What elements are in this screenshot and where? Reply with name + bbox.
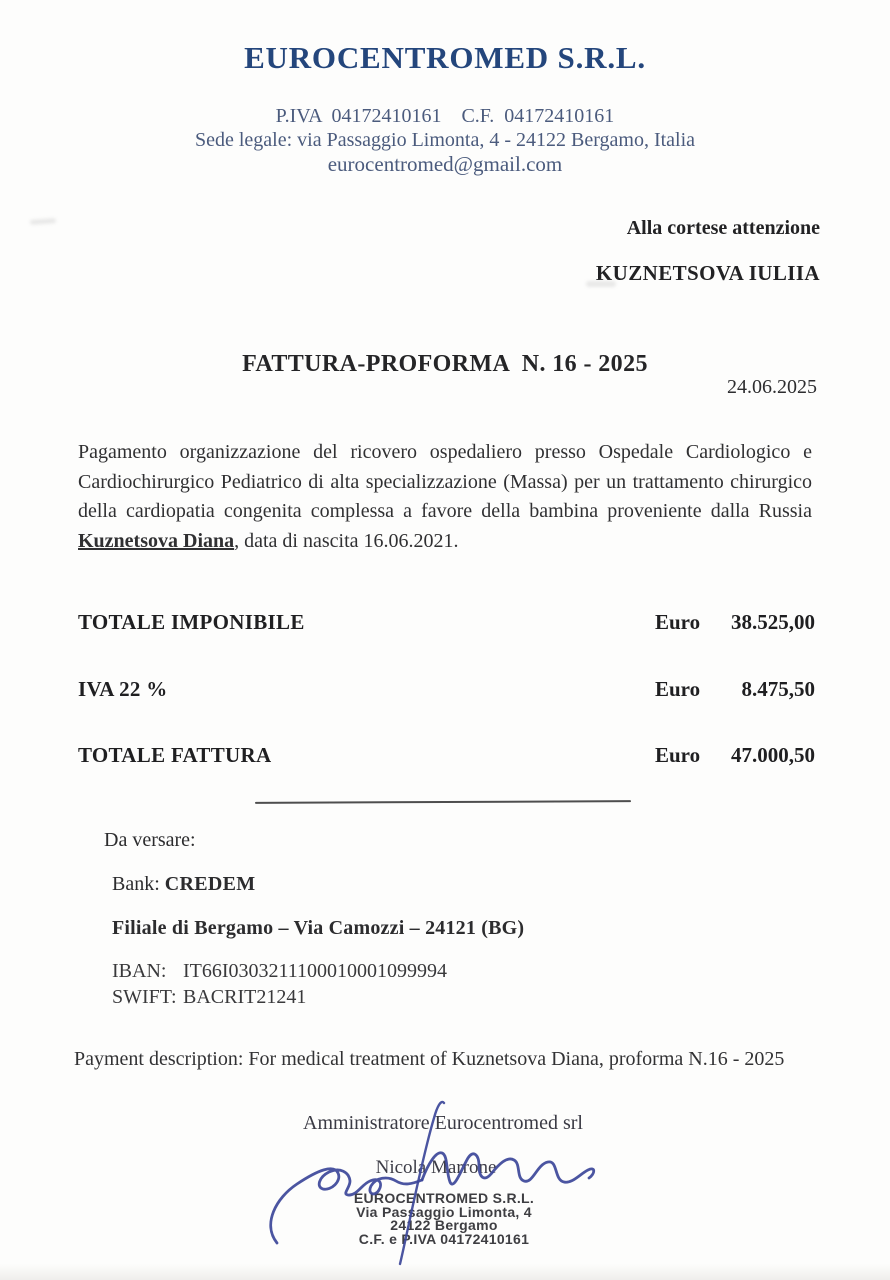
invoice-description	[78, 438, 812, 556]
iban-label: IBAN:	[112, 960, 167, 982]
currency-label: Euro	[655, 677, 701, 701]
stamp-line-vat: C.F. e P.IVA 04172410161	[358, 1230, 530, 1247]
stamp-line-street: Via Passaggio Limonta, 4	[356, 1203, 532, 1220]
description-text: Pagamento organizzazione del ricovero ospedaliero presso Ospedale Cardiologico e Cardiochirurgico Pediatrico di alta specializzazione (Massa) per un trattamento chirurgico della cardiopatia congenita complessa a favore della bambina proveniente dalla Russia	[78, 441, 812, 522]
total-row-fattura	[78, 743, 815, 769]
invoice-date: 24.06.2025	[727, 376, 817, 398]
currency-label: Euro	[655, 610, 701, 634]
company-vat-line: P.IVA 04172410161 C.F. 04172410161	[275, 105, 615, 127]
signer-name: Nicola Marrone	[375, 1157, 497, 1178]
bank-label: Bank:	[112, 873, 165, 895]
company-name: EUROCENTROMED S.R.L.	[244, 40, 646, 75]
bank-branch: Filiale di Bergamo – Via Camozzi – 24121 (BG)	[112, 917, 525, 939]
description-patient-name: Kuznetsova Diana	[78, 529, 235, 552]
payment-description: Payment description: For medical treatment of Kuznetsova Diana, proforma N.16 - 2025	[74, 1048, 785, 1070]
administrator-line: Amministratore Eurocentromed srl	[303, 1112, 583, 1134]
total-label: IVA 22 %	[78, 677, 168, 701]
currency-label: Euro	[655, 743, 701, 767]
attention-block	[596, 217, 820, 286]
attention-label: Alla cortese attenzione	[626, 217, 820, 239]
swift-value: BACRIT21241	[183, 986, 307, 1008]
invoice-title: FATTURA-PROFORMA N. 16 - 2025	[242, 351, 648, 377]
bank-line	[112, 873, 255, 896]
iban-line	[112, 960, 447, 983]
total-amount: 8.475,50	[741, 677, 815, 701]
stamp-line-city: 24122 Bergamo	[390, 1217, 498, 1233]
scan-edge-shadow	[0, 1264, 890, 1280]
company-email: eurocentromed@gmail.com	[327, 152, 563, 176]
company-address-line: Sede legale: via Passaggio Limonta, 4 - 24122 Bergamo, Italia	[194, 129, 696, 151]
total-label: TOTALE FATTURA	[78, 743, 272, 767]
signature-stroke-first	[271, 1169, 422, 1243]
signature-ink	[250, 1090, 630, 1280]
iban-value: IT66I0303211100010001099994	[183, 960, 448, 982]
total-row-iva	[78, 677, 815, 703]
total-row-imponibile	[78, 610, 815, 636]
separator-line	[255, 800, 631, 804]
da-versare-label: Da versare:	[104, 829, 196, 851]
swift-label: SWIFT:	[112, 986, 177, 1008]
scan-smudge	[30, 218, 56, 225]
bank-name: CREDEM	[164, 873, 256, 895]
total-amount: 38.525,00	[731, 610, 815, 634]
description-tail: , data di nascita 16.06.2021.	[234, 529, 459, 552]
stamp-line-company: EUROCENTROMED S.R.L.	[353, 1190, 535, 1206]
scan-smudge	[586, 281, 616, 287]
attention-recipient: KUZNETSOVA IULIIA	[595, 261, 820, 285]
signature-stroke-surname	[422, 1153, 594, 1184]
total-label: TOTALE IMPONIBILE	[78, 610, 305, 634]
swift-line	[112, 986, 306, 1009]
total-amount: 47.000,50	[731, 743, 815, 767]
